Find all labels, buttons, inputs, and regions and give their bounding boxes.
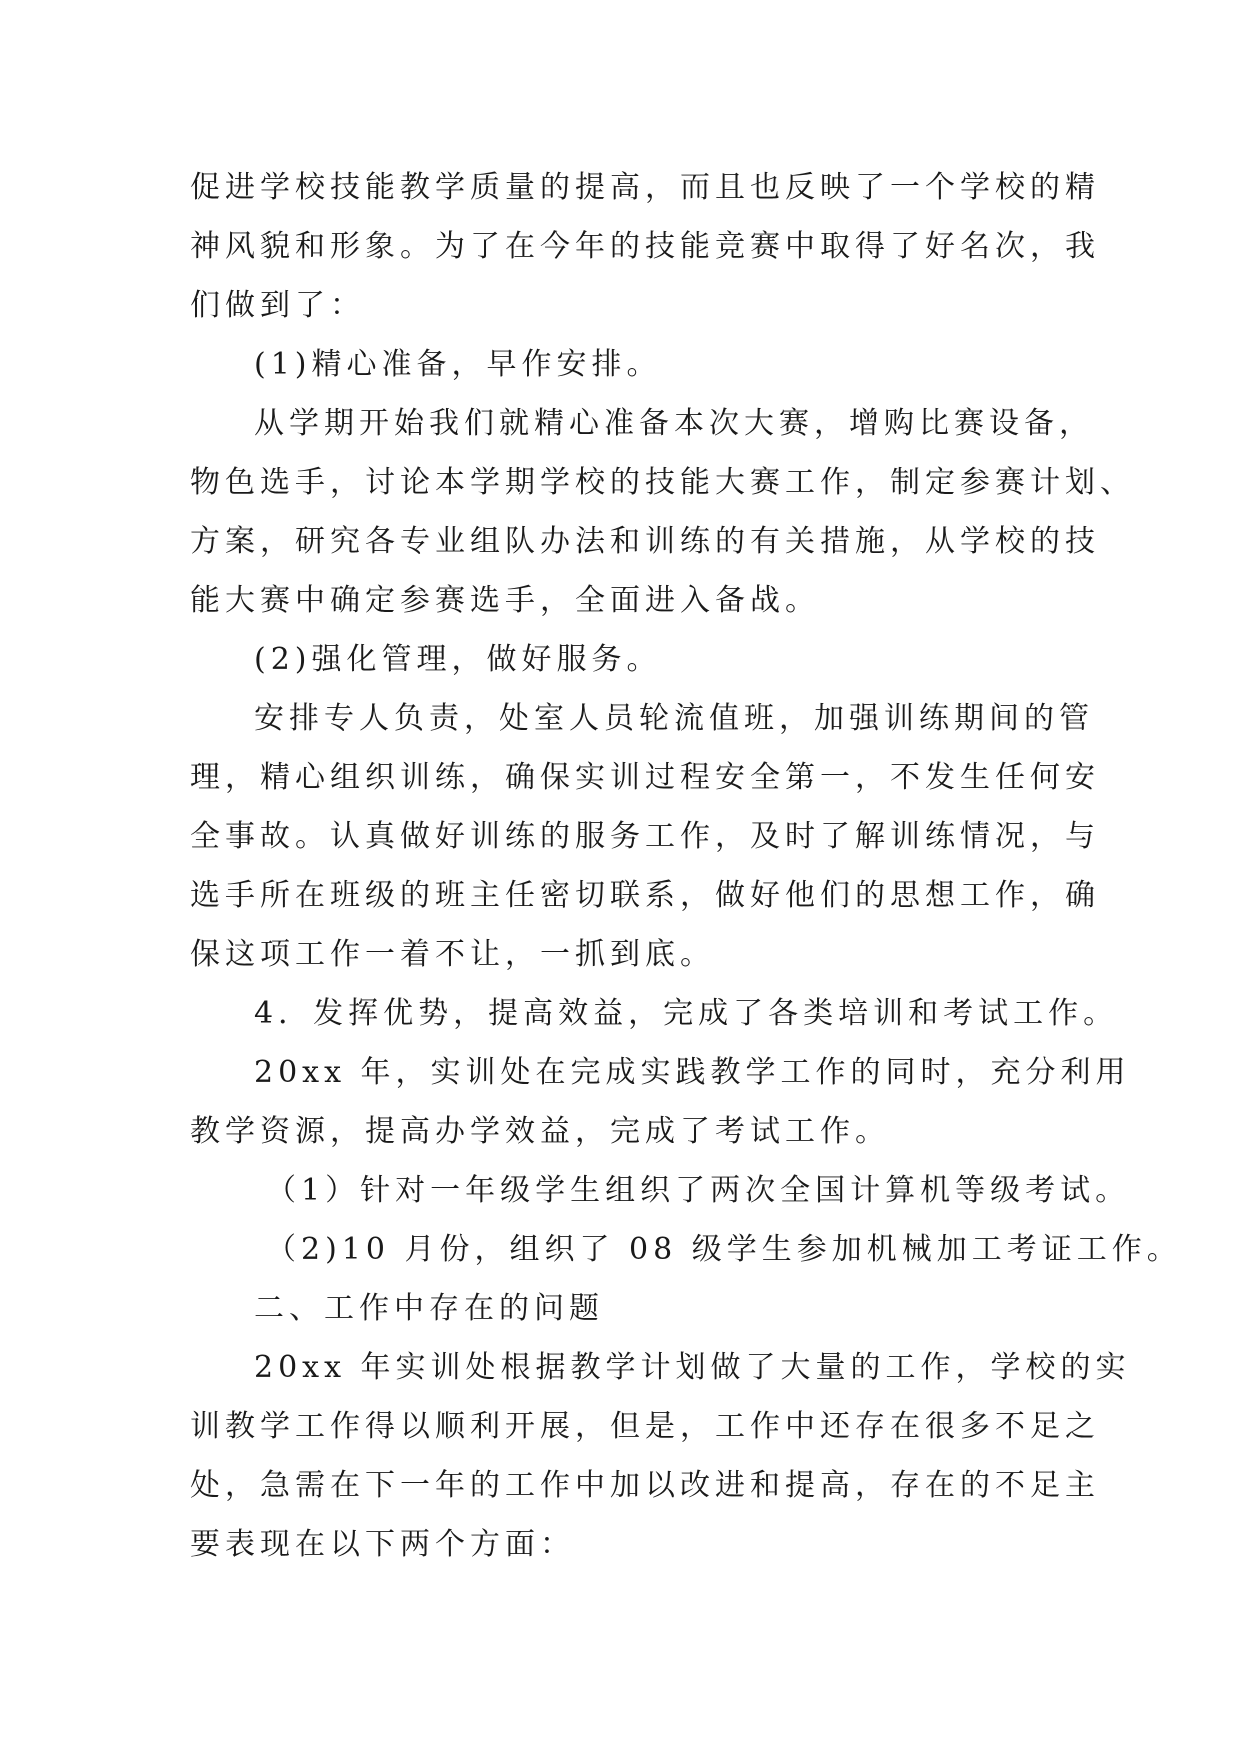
text-line: 理，精心组织训练，确保实训过程安全第一，不发生任何安: [190, 760, 1100, 795]
text-line: 选手所在班级的班主任密切联系，做好他们的思想工作，确: [190, 878, 1100, 913]
list-item-line: （2)10 月份，组织了 08 级学生参加机械加工考证工作。: [266, 1232, 1182, 1267]
text-line: 20xx 年，实训处在完成实践教学工作的同时，充分利用: [254, 1055, 1131, 1090]
text-line: 20xx 年实训处根据教学计划做了大量的工作，学校的实: [254, 1350, 1131, 1385]
text-line: 安排专人负责，处室人员轮流值班，加强训练期间的管: [254, 701, 1094, 736]
subheading-line: (1)精心准备，早作安排。: [254, 347, 662, 382]
section-heading-line: 二、工作中存在的问题: [254, 1291, 604, 1326]
text-line: 神风貌和形象。为了在今年的技能竞赛中取得了好名次，我: [190, 229, 1100, 264]
text-line: 要表现在以下两个方面：: [190, 1527, 575, 1562]
text-line: 们做到了：: [190, 288, 365, 323]
subheading-line: (2)强化管理，做好服务。: [254, 642, 662, 677]
text-line: 方案，研究各专业组队办法和训练的有关措施，从学校的技: [190, 524, 1100, 559]
document-body: [190, 158, 1182, 1574]
text-line: 处，急需在下一年的工作中加以改进和提高，存在的不足主: [190, 1468, 1100, 1503]
section-heading-line: 4．发挥优势，提高效益，完成了各类培训和考试工作。: [254, 996, 1119, 1031]
text-line: 物色选手，讨论本学期学校的技能大赛工作，制定参赛计划、: [190, 465, 1135, 500]
text-line: 全事故。认真做好训练的服务工作，及时了解训练情况，与: [190, 819, 1100, 854]
list-item-line: （1）针对一年级学生组织了两次全国计算机等级考试。: [266, 1173, 1131, 1208]
text-line: 训教学工作得以顺利开展，但是，工作中还存在很多不足之: [190, 1409, 1100, 1444]
text-line: 能大赛中确定参赛选手，全面进入备战。: [190, 583, 820, 618]
text-line: 保这项工作一着不让，一抓到底。: [190, 937, 715, 972]
text-line: 从学期开始我们就精心准备本次大赛，增购比赛设备，: [254, 406, 1094, 441]
text-line: 教学资源，提高办学效益，完成了考试工作。: [190, 1114, 890, 1149]
text-line: 促进学校技能教学质量的提高，而且也反映了一个学校的精: [190, 170, 1100, 205]
